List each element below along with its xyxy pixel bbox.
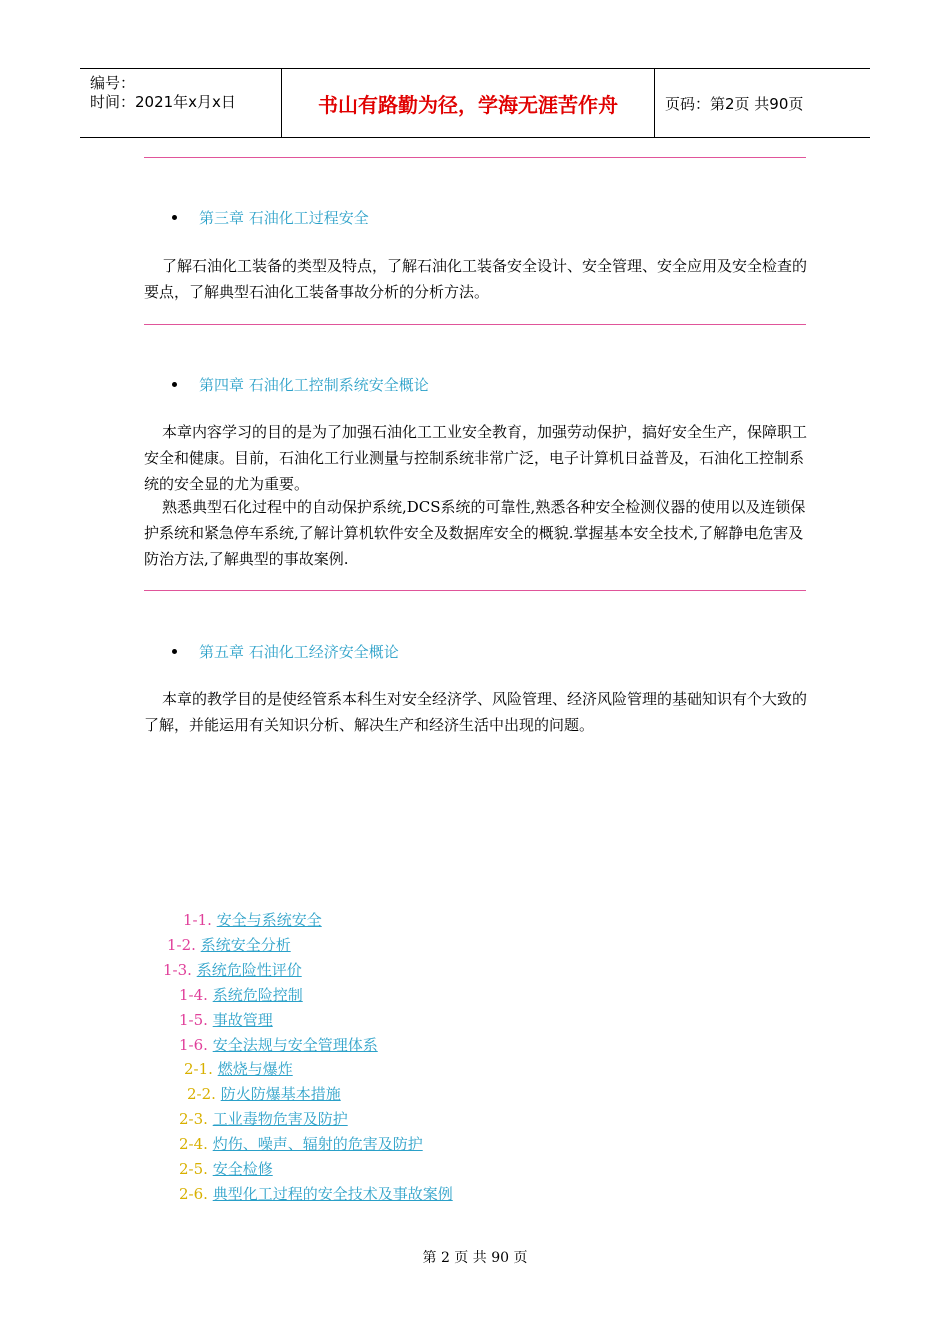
chapter-title: 第四章 石油化工控制系统安全概论 bbox=[199, 376, 429, 394]
toc-link[interactable]: 安全检修 bbox=[212, 1160, 273, 1178]
toc-link[interactable]: 系统危险性评价 bbox=[196, 961, 302, 979]
toc-item[interactable] bbox=[179, 1183, 453, 1204]
toc-link[interactable]: 安全法规与安全管理体系 bbox=[212, 1036, 378, 1054]
chapter-paragraph: 本章的教学目的是使经管系本科生对安全经济学、风险管理、经济风险管理的基础知识有个大致的了解，并能运用有关知识分析、解决生产和经济生活中出现的问题。 bbox=[144, 690, 808, 734]
toc-link[interactable]: 系统安全分析 bbox=[200, 936, 291, 954]
date-label: 时间：2021年x月x日 bbox=[90, 93, 236, 111]
toc-number: 2-1. bbox=[184, 1060, 218, 1078]
toc-number: 1-3. bbox=[163, 961, 197, 979]
chapter-title: 第五章 石油化工经济安全概论 bbox=[199, 643, 399, 661]
header-page-label: 页码：第2页 共90页 bbox=[665, 94, 804, 113]
chapter-heading bbox=[172, 374, 429, 395]
toc-item[interactable] bbox=[179, 1034, 378, 1055]
toc-number: 2-3. bbox=[179, 1110, 213, 1128]
toc-number: 1-5. bbox=[179, 1011, 213, 1029]
chapter-title: 第三章 石油化工过程安全 bbox=[199, 209, 369, 227]
toc-link[interactable]: 典型化工过程的安全技术及事故案例 bbox=[212, 1185, 453, 1203]
page-header bbox=[80, 68, 870, 138]
toc-item[interactable] bbox=[184, 1058, 293, 1079]
toc-number: 2-5. bbox=[179, 1160, 213, 1178]
chapter-paragraph: 本章内容学习的目的是为了加强石油化工工业安全教育，加强劳动保护，搞好安全生产，保障职工安全和健康。目前，石油化工行业测量与控制系统非常广泛，电子计算机日益普及，石油化工控制系统的安全显的尤为重要。 bbox=[144, 423, 808, 493]
header-meta-cell bbox=[80, 69, 282, 137]
toc-number: 1-4. bbox=[179, 986, 213, 1004]
toc-number: 1-2. bbox=[167, 936, 201, 954]
toc-link[interactable]: 燃烧与爆炸 bbox=[217, 1060, 293, 1078]
divider-line bbox=[144, 324, 806, 325]
bullet-icon bbox=[172, 382, 177, 387]
toc-number: 1-6. bbox=[179, 1036, 213, 1054]
chapter-paragraph: 了解石油化工装备的类型及特点，了解石油化工装备安全设计、安全管理、安全应用及安全检查的要点，了解典型石油化工装备事故分析的分析方法。 bbox=[144, 257, 808, 301]
toc-item[interactable] bbox=[179, 1108, 348, 1129]
toc-link[interactable]: 安全与系统安全 bbox=[216, 911, 322, 929]
toc-link[interactable]: 工业毒物危害及防护 bbox=[212, 1110, 348, 1128]
toc-item[interactable] bbox=[179, 1158, 273, 1179]
divider-line bbox=[144, 157, 806, 158]
toc-item[interactable] bbox=[183, 909, 322, 930]
toc-link[interactable]: 事故管理 bbox=[212, 1011, 273, 1029]
toc-number: 2-6. bbox=[179, 1185, 213, 1203]
chapter-heading bbox=[172, 641, 399, 662]
toc-item[interactable] bbox=[187, 1083, 341, 1104]
toc-item[interactable] bbox=[179, 1009, 273, 1030]
header-motto: 书山有路勤为径，学海无涯苦作舟 bbox=[282, 69, 655, 137]
toc-item[interactable] bbox=[163, 959, 302, 980]
chapter-paragraph: 熟悉典型石化过程中的自动保护系统,DCS系统的可靠性,熟悉各种安全检测仪器的使用以及连锁保护系统和紧急停车系统,了解计算机软件安全及数据库安全的概貌.掌握基本安全技术,了解静电危害及防治方法,了解典型的事故案例. bbox=[144, 498, 806, 568]
divider-line bbox=[144, 590, 806, 591]
chapter-heading bbox=[172, 207, 369, 228]
toc-item[interactable] bbox=[179, 984, 303, 1005]
toc-number: 2-4. bbox=[179, 1135, 213, 1153]
toc-number: 2-2. bbox=[187, 1085, 221, 1103]
toc-link[interactable]: 防火防爆基本措施 bbox=[220, 1085, 341, 1103]
number-label: 编号： bbox=[90, 74, 136, 92]
bullet-icon bbox=[172, 215, 177, 220]
toc-item[interactable] bbox=[167, 934, 291, 955]
toc-number: 1-1. bbox=[183, 911, 217, 929]
page-footer: 第 2 页 共 90 页 bbox=[422, 1250, 528, 1266]
toc-link[interactable]: 系统危险控制 bbox=[212, 986, 303, 1004]
toc-item[interactable] bbox=[179, 1133, 423, 1154]
bullet-icon bbox=[172, 649, 177, 654]
toc-link[interactable]: 灼伤、噪声、辐射的危害及防护 bbox=[212, 1135, 423, 1153]
